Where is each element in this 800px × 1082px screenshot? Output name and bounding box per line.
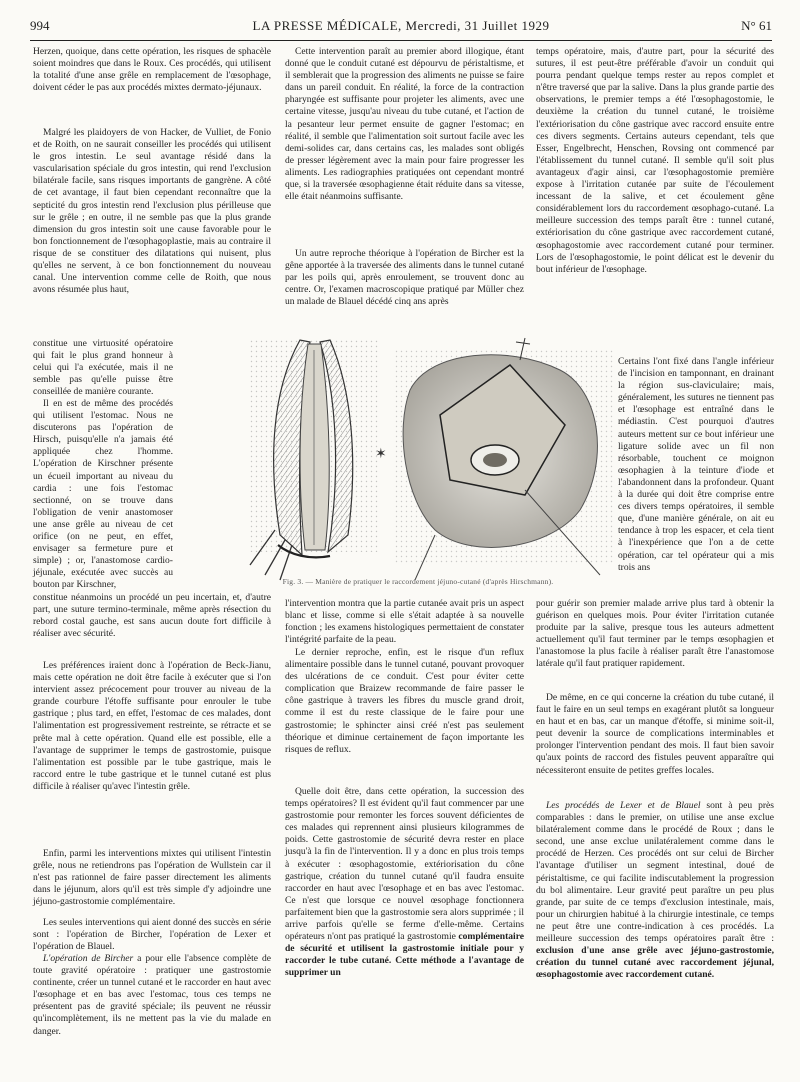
col2-paragraph-2: Un autre reproche théorique à l'opération de Bircher est la gêne apportée à la traversée des aliments dans le tunnel cutané par les poils qui, après enroulement, se trouvent donc au centre. Or, l'examen macroscopique pratiqué par Müller chez un malade de Blauel décédé cinq ans après: [285, 248, 524, 308]
col2-paragraph-3: l'intervention montra que la partie cutanée avait pris un aspect blanc et lisse, comme si elle s'était adaptée à sa nouvelle fonction ; les examens histologiques permettaient de constater l'intégrité parfaite de la peau.: [285, 598, 524, 646]
surgical-figure: [180, 330, 620, 585]
col1-paragraph-2b: constitue une virtuosité opératoire qui fait le plus grand honneur à celui qui l'a exécutée, mais il ne semble pas qu'elle puisse être conseillée de manière courante.: [33, 338, 173, 398]
journal-title: LA PRESSE MÉDICALE, Mercredi, 31 Juillet 1929: [252, 18, 550, 33]
lexer-blauel-heading: Les procédés de Lexer et de Blauel: [546, 800, 701, 811]
page-number: 994: [30, 18, 50, 33]
issue-number: N° 61: [741, 18, 772, 33]
col3-paragraph-1: temps opératoire, mais, d'autre part, pour la sécurité des sutures, il est peut-être préférable d'avoir un conduit qui pourra pendant quelque temps rester au repos complet et n'être traversé que par la salive. Dans la plus grande partie des observations, le premier temps a été l'œsophagostomie, le deuxième la création du tunnel cutané, le troisième l'extériorisation du cône gastrique avec raccord ensuite entre ces divers segments. Certains auteurs cependant, tels que Esser, Engelbrecht, Henschen, Rovsing ont commencé par l'établissement du tunnel cutané. Il semble qu'il soit plus avantageux d'agir ainsi, car l'œsophagostomie première expose à l'irritation cutanée par suite de l'écoulement incessant de la salive, et cet écoulement gêne considérablement lors du raccordement œsophago-cutané. La meilleure succession des temps paraît être : tunnel cutané, extériorisation du cône gastrique avec raccordement cutané, œsophagostomie avec raccordement cutané pour terminer. Lors de l'œsophagostomie, le point délicat est le devenir du bout inférieur de l'œsophage.: [536, 46, 774, 275]
right-illustration: [395, 338, 615, 580]
running-header: [30, 18, 772, 38]
col1-paragraph-2a: Malgré les plaidoyers de von Hacker, de Vulliet, de Fonio et de Roith, on ne saurait conseiller les procédés qui utilisent le gros intestin. Le seul avantage résidé dans la vascularisation spéciale du gros intestin, qui rend l'exclusion bilatérale facile, sans risques importants de gangrène. A côté de cet avantage, il faut bien cependant reconnaître que la septicité du gros intestin rend l'exclusion plus périlleuse que sur le grêle ; en outre, il ne semble pas que la plus grande dimension du gros intestin soit une cause favorable pour le bon fonctionnement de l'œsophagoplastie, mais au contraire il risque de se constituer des dilatations qui nuisent, plus qu'elles ne servent, à ce bon fonctionnement du nouveau canal. Une intervention comme celle de Roith, que nous avons résumée plus haut,: [33, 127, 271, 296]
col3-paragraph-4: De même, en ce qui concerne la création du tube cutané, il faut le faire en un seul temps en exagérant plutôt sa longueur en haut et en bas, car un manque d'étoffe, si minime soit-il, peut devenir la source de complications interminables et prolonger l'intervention pendant des mois. Il faut bien savoir qu'aux points de raccord des fistules peuvent apparaître qui nécessiteront ensuite de petites greffes locales.: [536, 692, 774, 776]
col3-paragraph-2: Certains l'ont fixé dans l'angle inférieur de l'incision en tamponnant, en drainant la région sus-claviculaire; mais, généralement, les sutures ne tiennent pas et l'œsophage est entraîné dans le médiastin. C'est pourquoi d'autres auteurs mettent sur ce bout inférieur une ligature solide avec un fil non résorbable, touchent ce moignon œsophagien à la teinture d'iode et l'abandonnent dans la profondeur. Quant à la durée qui doit être comprise entre ces divers temps opératoires, il semble que, d'une manière générale, on ait eu tendance à trop les espacer, et cela tient à l'inexpérience que l'on a de cette opération, car tel opérateur qui a mis trois ans: [618, 356, 774, 573]
col1-paragraph-1: Herzen, quoique, dans cette opération, les risques de sphacèle soient moindres que dans le Roux. Ces procédés, qui utilisent la totalité d'une anse grêle en remplacement de l'œsophage, doivent céder le pas aux procédés mixtes dermato-jéjunaux.: [33, 46, 271, 94]
col1-paragraph-5: Enfin, parmi les interventions mixtes qui utilisent l'intestin grêle, nous ne retiendrons pas l'opération de Wullstein car il n'est pas rationnel de faire passer directement les aliments dans le jéjunum, alors qu'il est très simple d'y adjoindre une jéjuno-gastrostomie complémentaire.: [33, 848, 271, 908]
col1-paragraph-3b: constitue néanmoins un procédé un peu incertain, et, d'autre part, une suture termino-terminale, même après résection du rebord costal gauche, est sans aucun doute fort difficile à réaliser avec sécurité.: [33, 592, 271, 640]
col2-paragraph-4: Le dernier reproche, enfin, est le risque d'un reflux alimentaire possible dans le tunnel cutané, pouvant provoquer des ulcérations de ce conduit. C'est pour éviter cette complication que Braizew recommande de faire passer le cône gastrique à travers les fibres du muscle grand droit, comme il est du reste classique de le faire pour une gastrostomie; le sphincter ainsi créé n'est pas seulement théorique et diminue certainement de façon importante les risques de reflux.: [285, 647, 524, 755]
col2-p5-text: Quelle doit être, dans cette opération, la succession des temps opératoires? Il est évident qu'il faut commencer par une gastrostomie pour remonter les forces souvent déficientes de ces malades qui reprennent ainsi plusieurs kilogrammes de poids. Cette gastrostomie de sécurité devra rester en place jusqu'à la fin de l'intervention. Il y a donc en plus trois temps à exécuter : œsophagostomie, extériorisation du cône gastrique, création du tunnel cutané qu'il faudra ensuite raccorder en haut avec l'œsophage et en bas avec l'estomac. Ce n'est que lorsque ce nouvel œsophage fonctionnera parfaitement bien que la gastrostomie sera alors supprimée ; il arrive parfois qu'elle se ferme d'elle-même. Certains opérateurs n'ont pas pratiqué la gastrostomie: [285, 786, 524, 943]
col3-p5-bold: exclusion d'une anse grêle avec jéjuno-gastrostomie, création du tunnel cutané avec raccordement jéjunal, œsophagostomie avec raccordement cutané.: [536, 945, 774, 981]
col1-paragraph-6: Les seules interventions qui aient donné des succès en série sont : l'opération de Bircher, l'opération de Lexer et l'opération de Blauel.: [33, 917, 271, 953]
figure-star-marker: ✶: [375, 446, 387, 462]
col3-p5-text: sont à peu près comparables : dans le premier, on utilise une anse exclue bilatéralement comme dans le procédé de Roux ; dans le second, une anse exclue unilatéralement comme dans le procédé de Herzen. Ces procédés ont sur celui de Bircher l'avantage d'utiliser un segment intestinal, doué de péristaltisme, ce qui facilite indiscutablement la progression du bol alimentaire. Leur gravité peut paraître un peu plus grande, par suite de ce temps d'exclusion intestinale, mais, pour un chirurgien habitué à la chirurgie intestinale, ce temps ne peut être une contre-indication à ces procédés. La meilleure succession des temps opératoires paraît être :: [536, 800, 774, 945]
col1-paragraph-7: [33, 953, 271, 1038]
col2-p5-bold: complémentaire de sécurité et utilisent la gastrostomie initiale pour y raccorder le tube cutané. Cette méthode a l'avantage de supprimer un: [285, 931, 524, 979]
col1-paragraph-4: Les préférences iraient donc à l'opération de Beck-Jianu, mais cette opération ne doit être facile à exécuter que si l'on intervient assez précocement pour trouver au niveau de la grande courbure l'étoffe suffisante pour enrouler le tube gastrique ; plus tard, en effet, l'estomac de ces malades, dont l'alimentation est progressivement restreinte, se rétracte et se prête mal à cette opération. Quand elle est possible, elle a l'avantage de supprimer le temps de gastrostomie, puisque l'alimentation est possible par le tube gastrique, mais le raccord entre le tube gastrique et le tunnel cutané est plus difficile à réaliser qu'avec l'intestin grêle.: [33, 660, 271, 792]
col3-paragraph-3: pour guérir son premier malade arrive plus tard à obtenir la guérison en quelques mois. Pour éviter l'irritation cutanée produite par la salive, presque tous les auteurs admettent actuellement qu'il faut terminer par le temps œsophagien et l'anastomose la plus facile à réaliser paraît être l'anastomose latérale qu'il faut pratiquer rapidement.: [536, 598, 774, 670]
col2-paragraph-5: [285, 786, 524, 980]
figure-illustrations: [180, 330, 620, 585]
col2-paragraph-1: Cette intervention paraît au premier abord illogique, étant donné que le conduit cutané est dépourvu de péristaltisme, et il semblerait que la progression des aliments ne puisse se faire dans un pareil conduit. En réalité, la force de la contraction pharyngée est suffisante pour projeter les aliments, avec une certaine vitesse, jusqu'au niveau du tube cutané, et l'action de la pesanteur leur permet ensuite de gagner l'estomac; en réalité, il semble que l'alimentation soit surtout facile avec les demi-solides car, dans certains cas, les malades sont obligés de presser légèrement avec la main pour faire progresser les aliments. Les radiographies pratiquées ont cependant montré que, si la traversée œsophagienne était réduite dans sa vitesse, elle était néanmoins suffisante.: [285, 46, 524, 203]
bircher-text: a pour elle l'absence complète de toute gravité opératoire : pratiquer une gastrostomie continente, créer un tunnel cutané et le raccorder en haut avec l'œsophage et en bas avec l'estomac, tous ces temps ne présentent pas de gravité spéciale; ils peuvent ne réussir qu'incomplètement, ils ne mettent pas la vie du malade en danger.: [33, 953, 271, 1037]
col1-paragraph-3a: Il en est de même des procédés qui utilisent l'estomac. Nous ne discuterons pas l'opération de Hirsch, puisqu'elle n'a jamais été appliquée chez l'homme. L'opération de Kirschner présente un écueil important au niveau du cardia : une fois l'estomac sectionné, on se trouve dans l'obligation de venir anastomoser une anse grêle au niveau de cet orifice (on ne peut, en effet, envisager sa fermeture pure et simple) ; or, l'anastomose cardio-jéjunale, exécutée avec succès au bouton par Kirschner,: [33, 398, 173, 591]
header-rule: [30, 40, 772, 41]
left-illustration: [248, 338, 378, 580]
bircher-heading: L'opération de Bircher: [43, 953, 134, 964]
figure-caption: Fig. 3. — Manière de pratiquer le raccordement jéjuno-cutané (d'après Hirschmann).: [282, 577, 554, 586]
col3-paragraph-5: [536, 800, 774, 981]
